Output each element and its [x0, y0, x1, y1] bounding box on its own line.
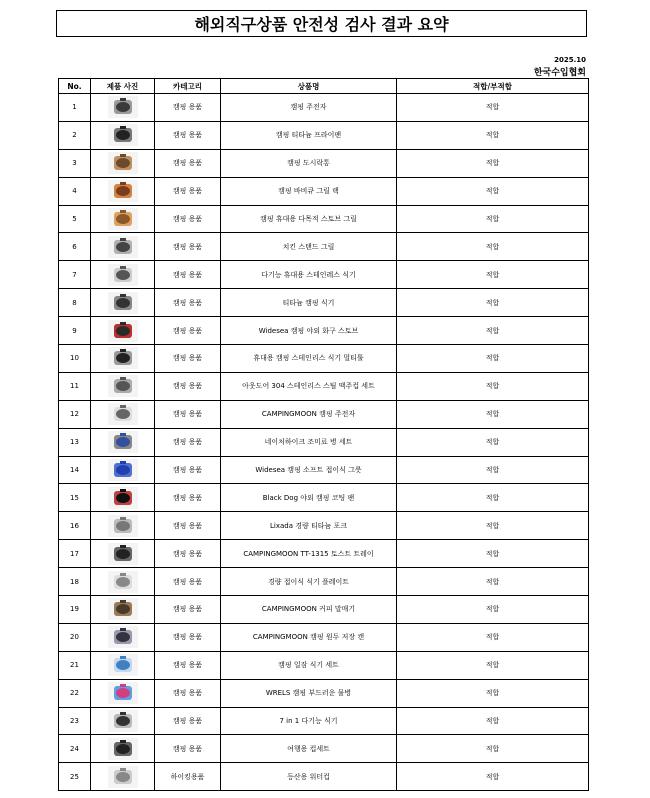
- table-row: [59, 94, 589, 122]
- fork-photo-icon: [108, 515, 138, 537]
- product-photo-cell: [91, 596, 155, 624]
- table-row: [59, 512, 589, 540]
- table-row: [59, 596, 589, 624]
- category-cell: 캠핑 용품: [155, 177, 221, 205]
- spice-bottle-photo-icon: [108, 431, 138, 453]
- row-number: 22: [59, 679, 91, 707]
- row-number: 14: [59, 456, 91, 484]
- product-name-cell: 등산용 워터컵: [221, 763, 397, 791]
- document-title: 해외직구상품 안전성 검사 결과 요약: [56, 10, 587, 37]
- result-cell: 적합: [397, 205, 589, 233]
- table-row: [59, 317, 589, 345]
- category-cell: 캠핑 용품: [155, 707, 221, 735]
- result-cell: 적합: [397, 372, 589, 400]
- product-photo-cell: [91, 121, 155, 149]
- result-cell: 적합: [397, 149, 589, 177]
- table-row: [59, 679, 589, 707]
- product-photo-cell: [91, 149, 155, 177]
- category-cell: 캠핑 용품: [155, 205, 221, 233]
- cup-set-photo-icon: [108, 375, 138, 397]
- table-row: [59, 261, 589, 289]
- toast-tray-photo-icon: [108, 543, 138, 565]
- product-photo-cell: [91, 94, 155, 122]
- product-photo-cell: [91, 261, 155, 289]
- table-row: [59, 372, 589, 400]
- row-number: 11: [59, 372, 91, 400]
- result-cell: 적합: [397, 400, 589, 428]
- category-cell: 캠핑 용품: [155, 456, 221, 484]
- water-bottle-photo-icon: [108, 682, 138, 704]
- category-cell: 캠핑 용품: [155, 289, 221, 317]
- folding-bowl-photo-icon: [108, 459, 138, 481]
- product-name-cell: 캠핑 일잠 식기 세트: [221, 651, 397, 679]
- result-cell: 적합: [397, 540, 589, 568]
- row-number: 13: [59, 428, 91, 456]
- row-number: 21: [59, 651, 91, 679]
- result-cell: 적합: [397, 651, 589, 679]
- category-cell: 캠핑 용품: [155, 428, 221, 456]
- category-cell: 캠핑 용품: [155, 484, 221, 512]
- pan-set-photo-icon: [108, 124, 138, 146]
- result-cell: 적합: [397, 121, 589, 149]
- row-number: 4: [59, 177, 91, 205]
- table-header-row: [59, 79, 589, 94]
- product-photo-cell: [91, 233, 155, 261]
- category-cell: 캠핑 용품: [155, 94, 221, 122]
- product-name-cell: 휴대용 캠핑 스테인리스 식기 멀티툴: [221, 345, 397, 373]
- result-cell: 적합: [397, 289, 589, 317]
- product-name-cell: Lixada 경량 티타늄 포크: [221, 512, 397, 540]
- table-row: [59, 568, 589, 596]
- table-row: [59, 456, 589, 484]
- row-number: 5: [59, 205, 91, 233]
- table-row: [59, 400, 589, 428]
- result-cell: 적합: [397, 261, 589, 289]
- product-photo-cell: [91, 568, 155, 596]
- multitool-cutlery-photo-icon: [108, 264, 138, 286]
- category-cell: 캠핑 용품: [155, 512, 221, 540]
- product-name-cell: WRELS 캠핑 부드러운 물병: [221, 679, 397, 707]
- product-name-cell: 티타늄 캠핑 식기: [221, 289, 397, 317]
- row-number: 24: [59, 735, 91, 763]
- product-photo-cell: [91, 623, 155, 651]
- row-number: 10: [59, 345, 91, 373]
- table-row: [59, 428, 589, 456]
- product-name-cell: 경량 접이식 식기 플레이트: [221, 568, 397, 596]
- product-name-cell: CAMPINGMOON 캠핑 원두 저장 캔: [221, 623, 397, 651]
- row-number: 20: [59, 623, 91, 651]
- product-photo-cell: [91, 651, 155, 679]
- category-cell: 캠핑 용품: [155, 400, 221, 428]
- bean-canister-photo-icon: [108, 626, 138, 648]
- result-cell: 적합: [397, 233, 589, 261]
- row-number: 17: [59, 540, 91, 568]
- multitool-photo-icon: [108, 347, 138, 369]
- chicken-stand-photo-icon: [108, 236, 138, 258]
- category-cell: 캠핑 용품: [155, 372, 221, 400]
- table-row: [59, 735, 589, 763]
- table-row: [59, 484, 589, 512]
- result-cell: 적합: [397, 345, 589, 373]
- category-cell: 캠핑 용품: [155, 596, 221, 624]
- product-photo-cell: [91, 456, 155, 484]
- product-photo-cell: [91, 428, 155, 456]
- product-photo-cell: [91, 345, 155, 373]
- category-cell: 캠핑 용품: [155, 121, 221, 149]
- table-row: [59, 763, 589, 791]
- result-cell: 적합: [397, 177, 589, 205]
- product-name-cell: 캠핑 티타늄 프라이팬: [221, 121, 397, 149]
- row-number: 12: [59, 400, 91, 428]
- result-cell: 적합: [397, 568, 589, 596]
- stove-grill-photo-icon: [108, 208, 138, 230]
- category-cell: 캠핑 용품: [155, 568, 221, 596]
- category-cell: 캠핑 용품: [155, 651, 221, 679]
- table-row: [59, 540, 589, 568]
- category-cell: 캠핑 용품: [155, 623, 221, 651]
- row-number: 18: [59, 568, 91, 596]
- result-cell: 적합: [397, 94, 589, 122]
- category-cell: 캠핑 용품: [155, 540, 221, 568]
- product-photo-cell: [91, 400, 155, 428]
- lunchbox-photo-icon: [108, 152, 138, 174]
- row-number: 25: [59, 763, 91, 791]
- header-photo: 제품 사진: [91, 79, 155, 94]
- table-row: [59, 289, 589, 317]
- category-cell: 캠핑 용품: [155, 679, 221, 707]
- category-cell: 하이킹용품: [155, 763, 221, 791]
- product-name-cell: 여행용 컵세트: [221, 735, 397, 763]
- table-body: [59, 94, 589, 791]
- category-cell: 캠핑 용품: [155, 317, 221, 345]
- burner-stove-photo-icon: [108, 320, 138, 342]
- header-no: No.: [59, 79, 91, 94]
- product-name-cell: CAMPINGMOON TT-1315 토스트 트레이: [221, 540, 397, 568]
- category-cell: 캠핑 용품: [155, 149, 221, 177]
- product-photo-cell: [91, 763, 155, 791]
- product-name-cell: 캠핑 주전자: [221, 94, 397, 122]
- row-number: 3: [59, 149, 91, 177]
- organization-name: 한국수입협회: [533, 68, 586, 78]
- table-row: [59, 177, 589, 205]
- row-number: 15: [59, 484, 91, 512]
- result-cell: 적합: [397, 317, 589, 345]
- product-photo-cell: [91, 372, 155, 400]
- row-number: 8: [59, 289, 91, 317]
- product-photo-cell: [91, 679, 155, 707]
- row-number: 16: [59, 512, 91, 540]
- product-name-cell: 아웃도어 304 스테인리스 스틸 맥주컵 세트: [221, 372, 397, 400]
- product-name-cell: Widesea 캠핑 소프트 접이식 그릇: [221, 456, 397, 484]
- titanium-cutlery-photo-icon: [108, 292, 138, 314]
- category-cell: 캠핑 용품: [155, 345, 221, 373]
- product-photo-cell: [91, 707, 155, 735]
- result-cell: 적합: [397, 512, 589, 540]
- result-cell: 적합: [397, 428, 589, 456]
- category-cell: 캠핑 용품: [155, 261, 221, 289]
- report-date: 2025.10: [554, 56, 586, 64]
- table-row: [59, 233, 589, 261]
- result-cell: 적합: [397, 456, 589, 484]
- table-row: [59, 623, 589, 651]
- result-cell: 적합: [397, 707, 589, 735]
- table-row: [59, 651, 589, 679]
- result-cell: 적합: [397, 735, 589, 763]
- row-number: 7: [59, 261, 91, 289]
- tableware-set-photo-icon: [108, 654, 138, 676]
- product-photo-cell: [91, 177, 155, 205]
- product-name-cell: 치킨 스탠드 그릴: [221, 233, 397, 261]
- bbq-rack-photo-icon: [108, 180, 138, 202]
- category-cell: 캠핑 용품: [155, 735, 221, 763]
- row-number: 9: [59, 317, 91, 345]
- product-name-cell: 네이처하이크 조미료 병 세트: [221, 428, 397, 456]
- header-result: 적합/부적합: [397, 79, 589, 94]
- table-row: [59, 121, 589, 149]
- product-photo-cell: [91, 540, 155, 568]
- coated-pan-photo-icon: [108, 487, 138, 509]
- product-name-cell: 캠핑 도시락통: [221, 149, 397, 177]
- plate-photo-icon: [108, 571, 138, 593]
- row-number: 19: [59, 596, 91, 624]
- result-cell: 적합: [397, 484, 589, 512]
- product-name-cell: Widesea 캠핑 야외 화구 스토브: [221, 317, 397, 345]
- water-cup-photo-icon: [108, 766, 138, 788]
- product-name-cell: 캠핑 바비큐 그릴 랙: [221, 177, 397, 205]
- product-name-cell: CAMPINGMOON 커피 말매기: [221, 596, 397, 624]
- product-photo-cell: [91, 317, 155, 345]
- product-name-cell: 다기능 휴대용 스테인레스 식기: [221, 261, 397, 289]
- product-name-cell: Black Dog 야외 캠핑 코팅 팬: [221, 484, 397, 512]
- header-category: 카테고리: [155, 79, 221, 94]
- header-product-name: 상품명: [221, 79, 397, 94]
- product-name-cell: CAMPINGMOON 캠핑 주전자: [221, 400, 397, 428]
- category-cell: 캠핑 용품: [155, 233, 221, 261]
- result-cell: 적합: [397, 763, 589, 791]
- result-cell: 적합: [397, 623, 589, 651]
- 7in1-cutlery-photo-icon: [108, 710, 138, 732]
- table-row: [59, 205, 589, 233]
- table-row: [59, 707, 589, 735]
- row-number: 2: [59, 121, 91, 149]
- row-number: 1: [59, 94, 91, 122]
- product-photo-cell: [91, 484, 155, 512]
- product-photo-cell: [91, 205, 155, 233]
- kettle-photo-icon: [108, 96, 138, 118]
- coffee-dripper-photo-icon: [108, 598, 138, 620]
- row-number: 23: [59, 707, 91, 735]
- product-photo-cell: [91, 512, 155, 540]
- table-row: [59, 149, 589, 177]
- product-photo-cell: [91, 289, 155, 317]
- result-cell: 적합: [397, 596, 589, 624]
- product-name-cell: 캠핑 휴대용 다목적 스토브 그릴: [221, 205, 397, 233]
- product-name-cell: 7 in 1 다기능 식기: [221, 707, 397, 735]
- result-cell: 적합: [397, 679, 589, 707]
- product-photo-cell: [91, 735, 155, 763]
- results-table: [58, 78, 589, 791]
- row-number: 6: [59, 233, 91, 261]
- camping-kettle-photo-icon: [108, 403, 138, 425]
- travel-cup-photo-icon: [108, 738, 138, 760]
- table-row: [59, 345, 589, 373]
